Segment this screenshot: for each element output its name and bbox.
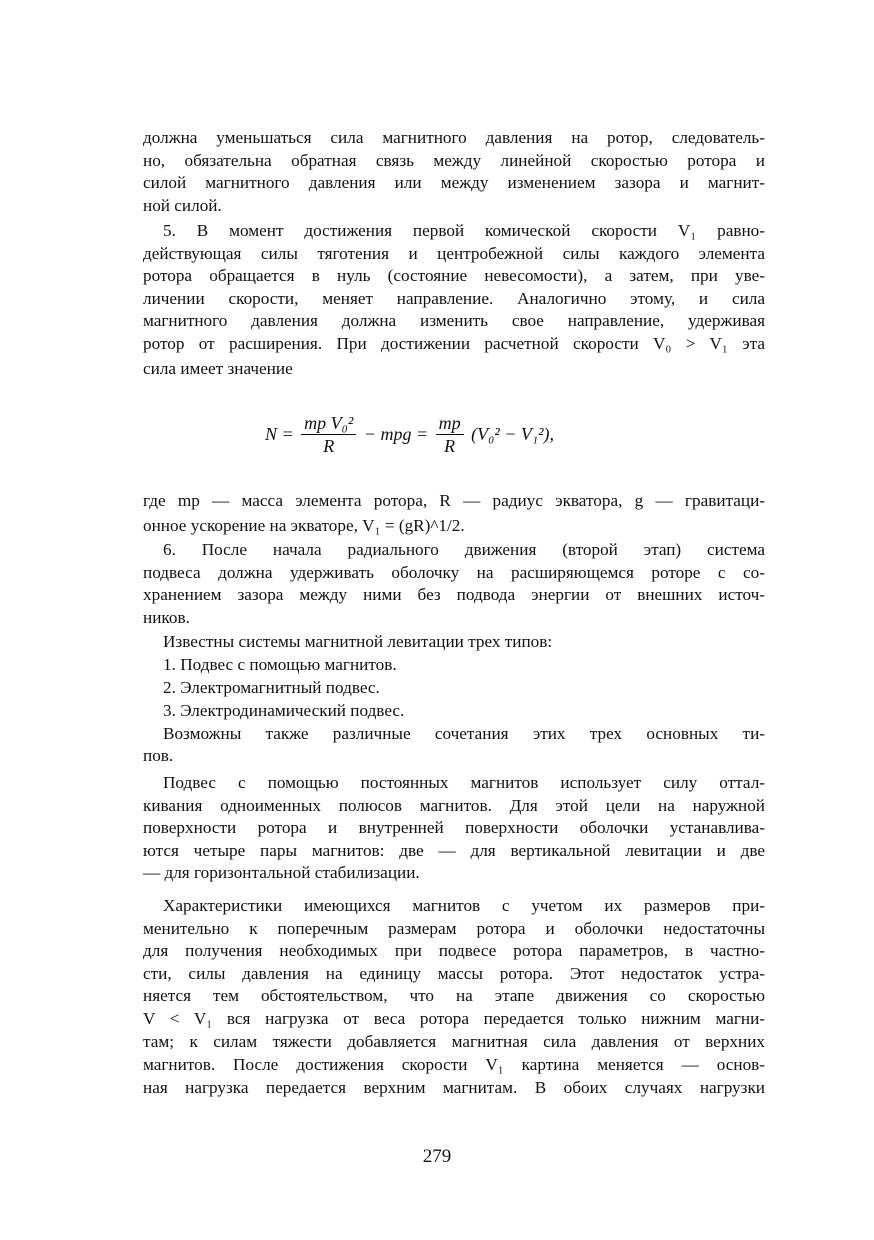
text-line: сти, силы давления на единицу массы ротора. Этот недостаток устра- — [143, 963, 765, 983]
text-line: силой магнитного давления или между изменением зазора и магнит- — [143, 173, 765, 192]
text-line: 6. После начала радиального движения (второй этап) система — [163, 540, 765, 559]
text-line: для получения необходимых при подвесе ротора параметров, в частно- — [143, 941, 765, 960]
fraction — [436, 412, 464, 457]
text-line: сила имеет значение — [143, 359, 293, 378]
text-line: ной силой. — [143, 195, 222, 215]
text-line: где mр — масса элемента ротора, R — радиус экватора, g — гравитаци- — [143, 491, 765, 510]
text-line: онное ускорение на экваторе, V₁ = (gR)^1/2. — [143, 516, 465, 535]
text-line: там; к силам тяжести добавляется магнитная сила давления от верхних — [143, 1032, 765, 1051]
page-number: 279 — [422, 1146, 452, 1167]
text-line: 5. В момент достижения первой комической скорости V₁ равно- — [163, 221, 765, 240]
equation-middle: − mрg = — [363, 424, 429, 444]
text-line: действующая силы тяготения и центробежной силы каждого элемента — [143, 243, 765, 263]
text-line: пов. — [143, 746, 174, 765]
text-line: Подвес с помощью постоянных магнитов использует силу оттал- — [163, 773, 765, 792]
text-line: подвеса должна удерживать оболочку на расширяющемся роторе с со- — [143, 562, 765, 582]
fraction — [301, 412, 356, 457]
text-line: менительно к поперечным размерам ротора и оболочки недостаточны — [143, 918, 765, 938]
text-line: ротор от расширения. При достижении расчетной скорости V₀ > V₁ эта — [143, 333, 765, 353]
text-line: V < V₁ вся нагрузка от веса ротора передается только нижним магни- — [143, 1008, 765, 1028]
text-line: магнитов. После достижения скорости V₁ картина меняется — основ- — [143, 1055, 765, 1074]
denominator: R — [323, 436, 335, 456]
text-line: должна уменьшаться сила магнитного давления на ротор, следователь- — [143, 128, 765, 147]
text-line: Характеристики имеющихся магнитов с учетом их размеров при- — [163, 896, 765, 915]
text-line: но, обязательна обратная связь между линейной скоростью ротора и — [143, 150, 765, 170]
text-line: ников. — [143, 607, 190, 627]
text-line: кивания одноименных полюсов магнитов. Для этой цели на наружной — [143, 795, 765, 815]
text-line: ротора обращается в нуль (состояние невесомости), а затем, при уве- — [143, 266, 765, 285]
text-line: личении скорости, меняет направление. Аналогично этому, и сила — [143, 288, 765, 308]
text-line: магнитного давления должна изменить свое направление, удерживая — [143, 311, 765, 330]
equation — [262, 412, 602, 472]
text-line: ются четыре пары магнитов: две — для вертикальной левитации и две — [143, 840, 765, 860]
equation-rhs: (V₀² − V₁²), — [471, 424, 555, 444]
numerator: mр V₀² — [301, 412, 356, 435]
list-item: 1. Подвес с помощью магнитов. — [163, 655, 397, 674]
equation-lhs: N = — [265, 424, 294, 444]
text-line: — для горизонтальной стабилизации. — [143, 863, 420, 882]
text-line: Известны системы магнитной левитации трех типов: — [163, 632, 553, 651]
text-line: поверхности ротора и внутренней поверхности оболочки устанавлива- — [143, 818, 765, 837]
text-line: хранением зазора между ними без подвода энергии от внешних источ- — [143, 585, 765, 604]
numerator: mр — [436, 412, 464, 435]
text-line: ная нагрузка передается верхним магнитам. В обоих случаях нагрузки — [143, 1078, 765, 1097]
text-line: Возможны также различные сочетания этих трех основных ти- — [163, 724, 765, 743]
list-item: 2. Электромагнитный подвес. — [163, 678, 380, 697]
text-line: няется тем обстоятельством, что на этапе движения со скоростью — [143, 986, 765, 1005]
denominator: R — [444, 436, 456, 456]
list-item: 3. Электродинамический подвес. — [163, 701, 405, 720]
